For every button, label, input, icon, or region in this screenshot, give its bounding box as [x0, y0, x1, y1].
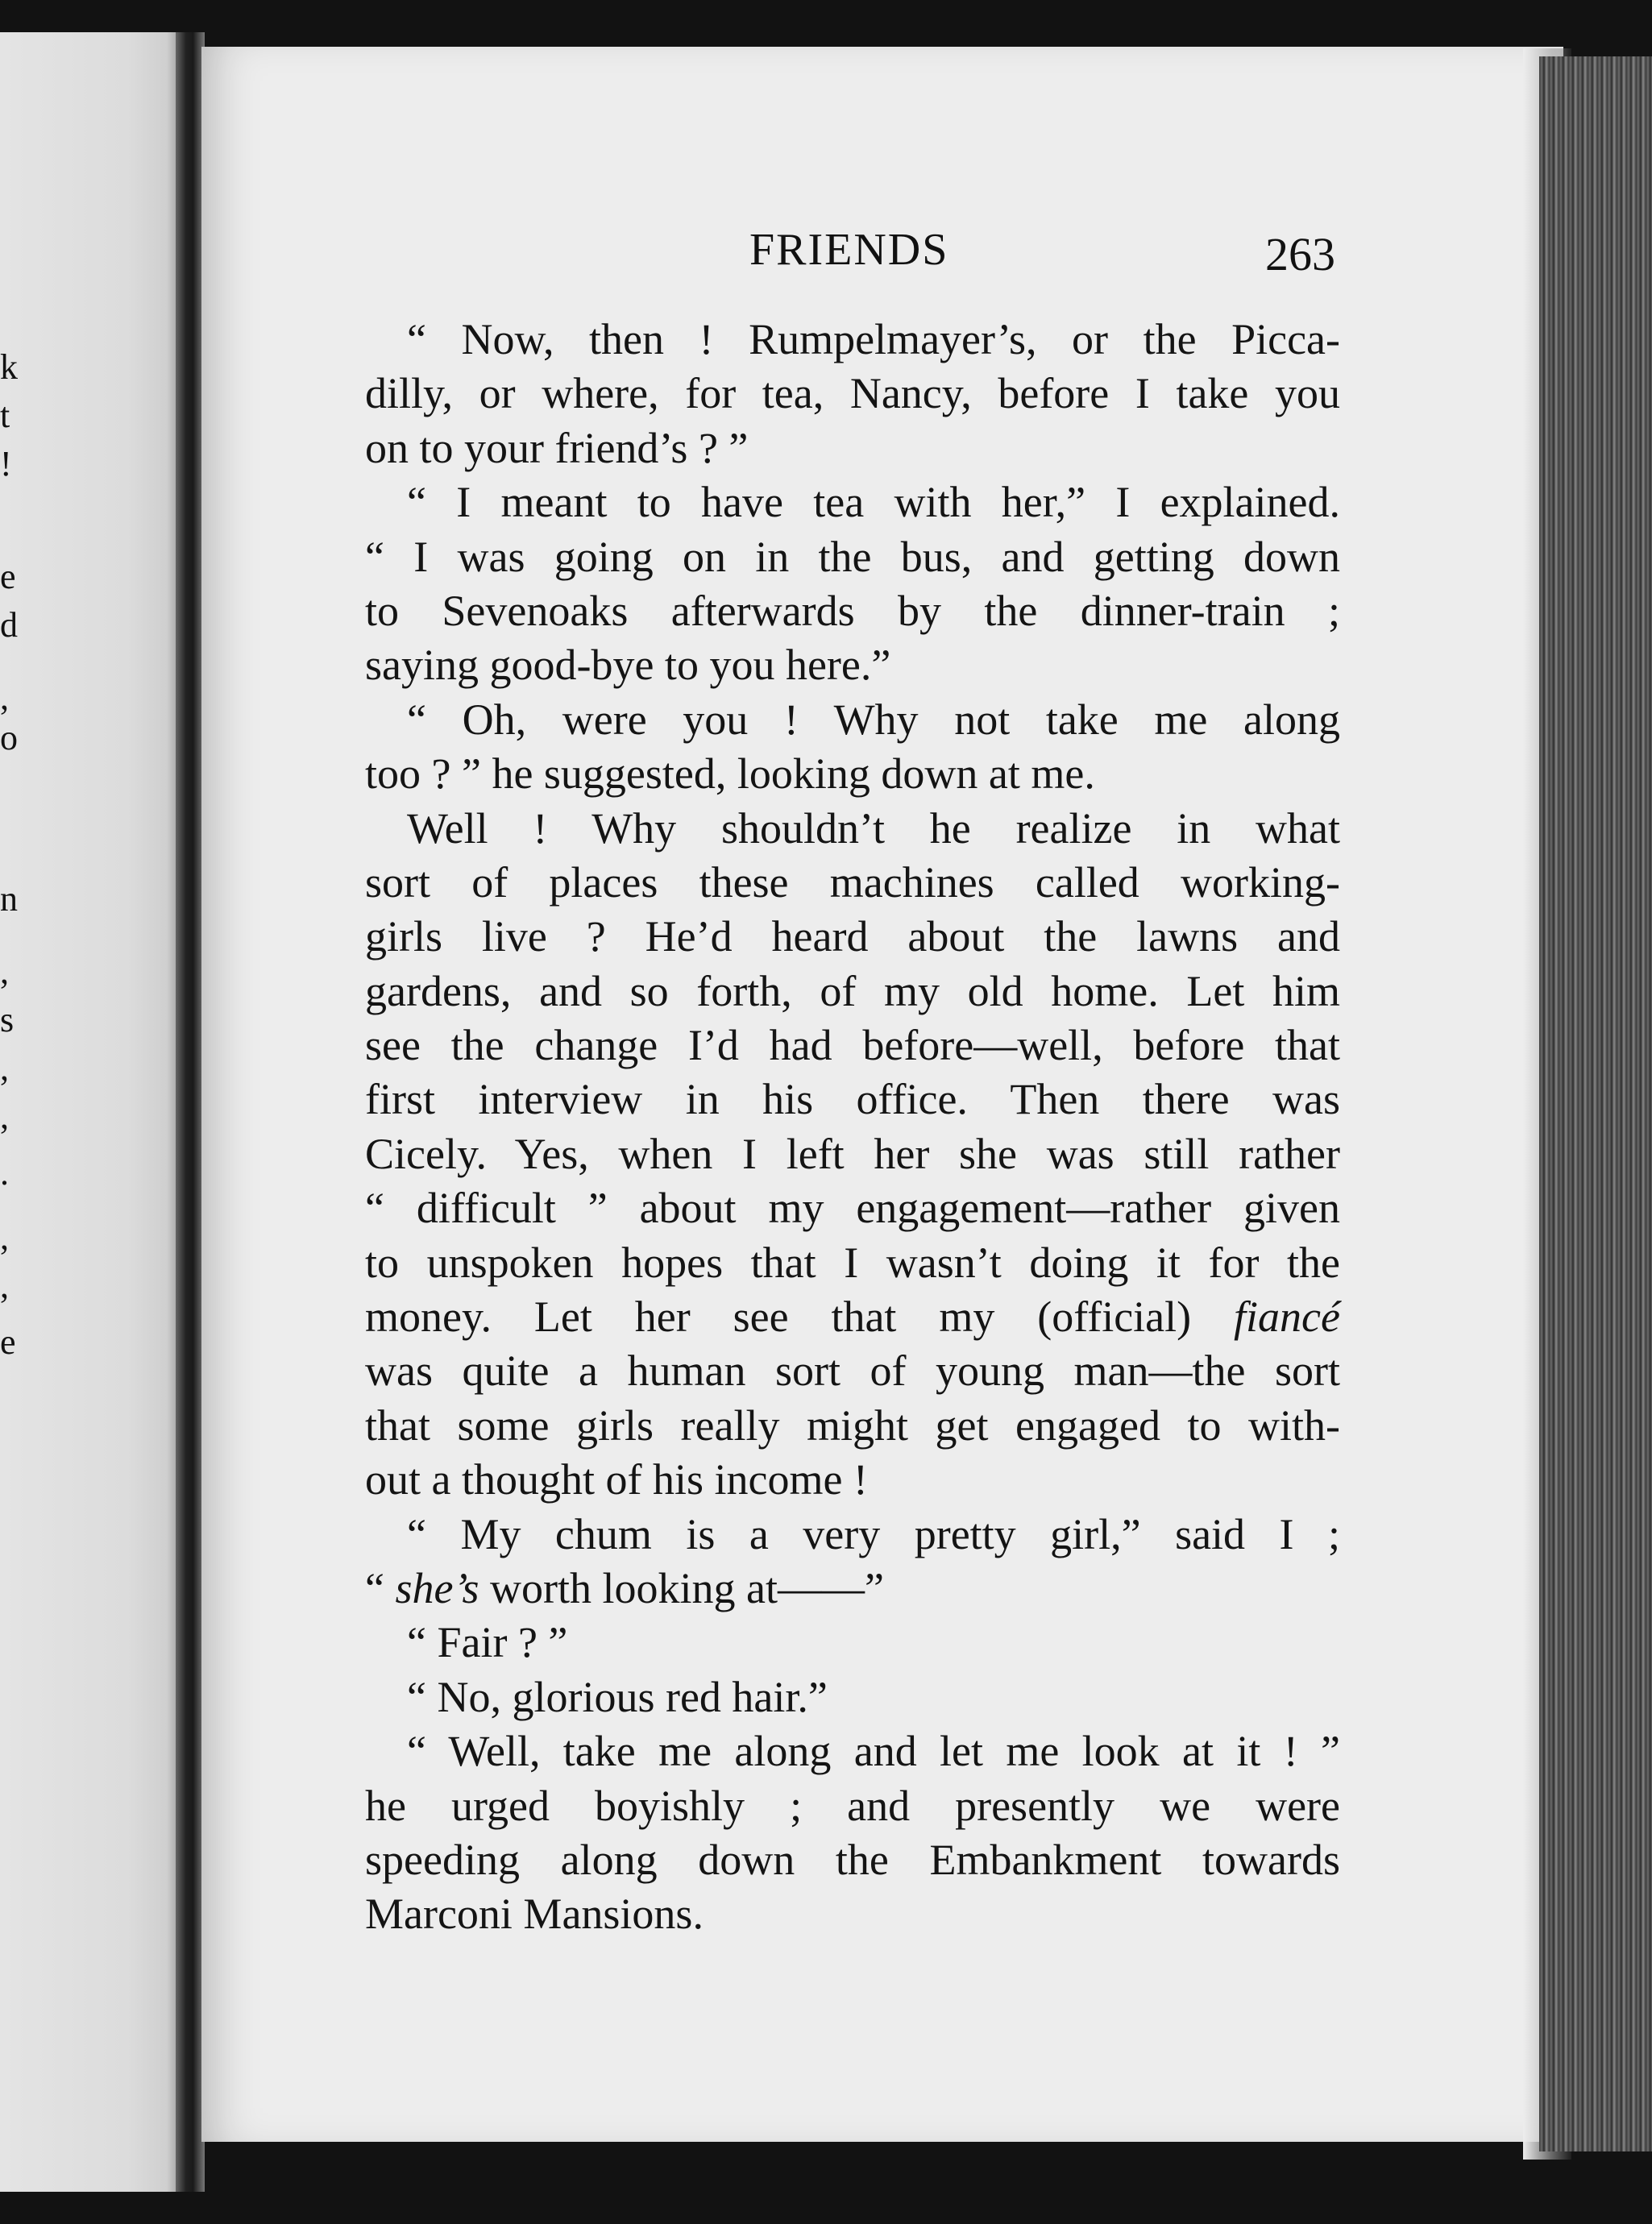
left-fragment: ,	[0, 1218, 9, 1257]
left-fragment: ,	[0, 678, 9, 717]
left-fragment: !	[0, 444, 12, 483]
text-line: sort of places these machines called working-	[365, 857, 1340, 907]
text-line: he urged boyishly ; and presently we were	[365, 1781, 1340, 1830]
left-fragment: ,	[0, 1266, 9, 1305]
left-fragment: n	[0, 879, 18, 919]
left-fragment: s	[0, 1000, 15, 1039]
text-line: “ I was going on in the bus, and getting down	[365, 532, 1340, 581]
left-fragment: k	[0, 347, 18, 387]
text-line-part: money. Let her see that my (official)	[365, 1292, 1192, 1342]
text-line: first interview in his office. Then there was	[365, 1075, 1340, 1124]
italic-word: she’s	[395, 1563, 479, 1612]
text-line	[365, 1290, 1340, 1344]
text-line: was quite a human sort of young man—the sort	[365, 1346, 1340, 1396]
text-line: out a thought of his income !	[365, 1455, 868, 1504]
text-line: too ? ” he suggested, looking down at me.	[365, 749, 1095, 799]
text-line: dilly, or where, for tea, Nancy, before I take you	[365, 369, 1340, 418]
text-line: Cicely. Yes, when I left her she was still rather	[365, 1129, 1340, 1178]
page-stack-edges	[1539, 56, 1652, 2151]
page-number: 263	[1265, 228, 1335, 280]
text-line-part: worth looking at——”	[490, 1563, 884, 1612]
left-fragment: ,	[0, 952, 9, 991]
italic-word: fiancé	[1234, 1292, 1340, 1342]
body-text	[365, 313, 1340, 1942]
text-line: to unspoken hopes that I wasn’t doing it for the	[365, 1238, 1340, 1287]
left-fragment: d	[0, 605, 18, 645]
text-line: see the change I’d had before—well, before that	[365, 1021, 1340, 1070]
left-fragment: ,	[0, 1097, 9, 1136]
left-fragment: t	[0, 396, 10, 435]
text-line: “ Oh, were you ! Why not take me along	[407, 695, 1340, 744]
left-fragment: .	[0, 1153, 9, 1193]
text-line: “ Well, take me along and let me look at it ! ”	[407, 1727, 1340, 1776]
left-page-edge	[0, 32, 181, 2192]
text-line-part: “	[365, 1563, 384, 1612]
text-line: “ Now, then ! Rumpelmayer’s, or the Picca-	[407, 315, 1340, 363]
text-line: girls live ? He’d heard about the lawns and	[365, 912, 1340, 961]
left-fragment: e	[0, 1322, 16, 1362]
left-fragment: o	[0, 718, 18, 757]
text-line: Well ! Why shouldn’t he realize in what	[407, 803, 1340, 853]
text-line: saying good-bye to you here.”	[365, 641, 891, 690]
text-line: Marconi Mansions.	[365, 1890, 704, 1939]
left-fragment: e	[0, 557, 16, 596]
book-gutter	[176, 32, 205, 2192]
text-line: that some girls really might get engaged to with-	[365, 1400, 1340, 1450]
running-head: FRIENDS	[749, 225, 949, 275]
text-line: on to your friend’s ? ”	[365, 423, 749, 472]
text-line: “ No, glorious red hair.”	[407, 1672, 828, 1721]
left-fragment: ,	[0, 1048, 9, 1088]
text-line: “ My chum is a very pretty girl,” said I ;	[407, 1509, 1340, 1558]
text-line: to Sevenoaks afterwards by the dinner-train ;	[365, 586, 1340, 635]
text-line: gardens, and so forth, of my old home. Let him	[365, 966, 1340, 1015]
text-line: “ difficult ” about my engagement—rather given	[365, 1184, 1340, 1233]
text-line: “ I meant to have tea with her,” I explained.	[407, 478, 1340, 527]
text-line	[365, 1562, 1340, 1616]
text-line: speeding along down the Embankment towards	[365, 1835, 1340, 1884]
text-line: “ Fair ? ”	[407, 1618, 568, 1667]
